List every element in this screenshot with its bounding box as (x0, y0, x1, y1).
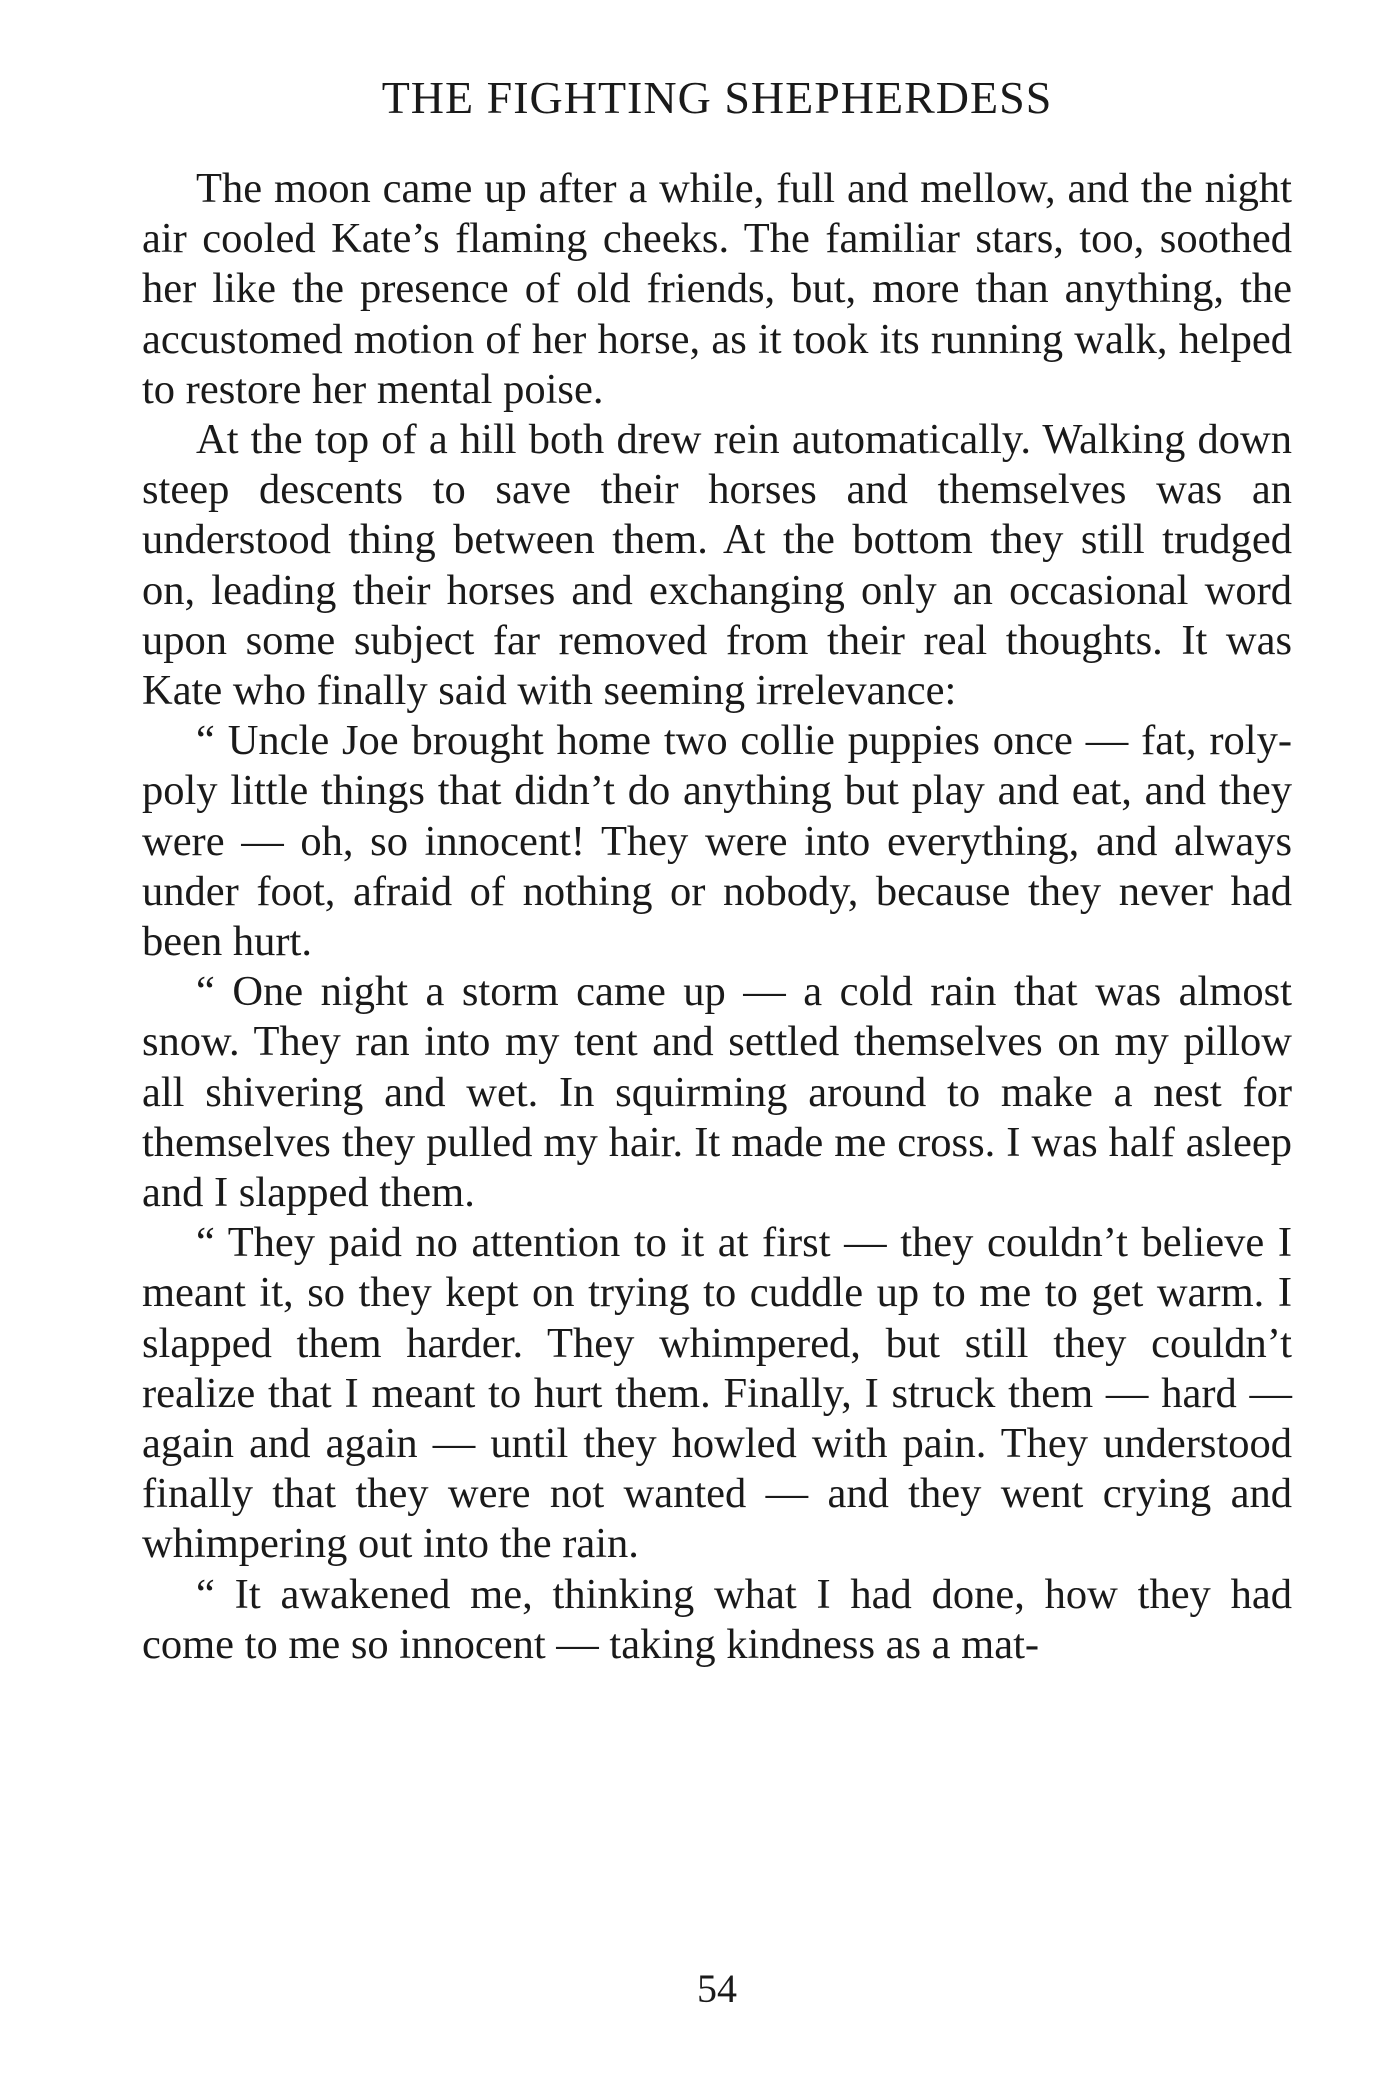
page-number: 54 (697, 1966, 737, 2011)
paragraph: “ They paid no attention to it at first — they couldn’t believe I meant it, so they kept on trying to cuddle up to me to get warm. I slapped them harder. They whimpered, but still they couldn’t realize that I meant to hurt them. Finally, I struck them — hard — again and again — until they howled with pain. They understood finally that they were not wanted — and they went crying and whimpering out into the rain. (142, 1219, 1292, 1568)
book-page (142, 70, 1292, 2010)
paragraph: The moon came up after a while, full and mellow, and the night air cooled Kate’s flaming cheeks. The familiar stars, too, soothed her like the presence of old friends, but, more than anything, the accustomed motion of her horse, as it took its running walk, helped to restore her mental poise. (142, 165, 1292, 413)
body-text (142, 164, 1292, 1670)
paragraph: “ It awakened me, thinking what I had done, how they had come to me so innocent — taking kindness as a mat- (142, 1570, 1292, 1668)
paragraph: “ One night a storm came up — a cold rain that was almost snow. They ran into my tent and settled themselves on my pillow all shivering and wet. In squirming around to make a nest for themselves they pulled my hair. It made me cross. I was half asleep and I slapped them. (142, 968, 1292, 1217)
paragraph: At the top of a hill both drew rein automatically. Walking down steep descents to save their horses and themselves was an understood thing between them. At the bottom they still trudged on, leading their horses and exchanging only an occasional word upon some subject far removed from their real thoughts. It was Kate who finally said with seeming irrelevance: (142, 416, 1292, 715)
paragraph: “ Uncle Joe brought home two collie puppies once — fat, roly-poly little things that didn’t do anything but play and eat, and they were — oh, so innocent! They were into everything, and always under foot, afraid of nothing or nobody, because they never had been hurt. (142, 717, 1292, 966)
running-head: THE FIGHTING SHEPHERDESS (381, 72, 1053, 123)
